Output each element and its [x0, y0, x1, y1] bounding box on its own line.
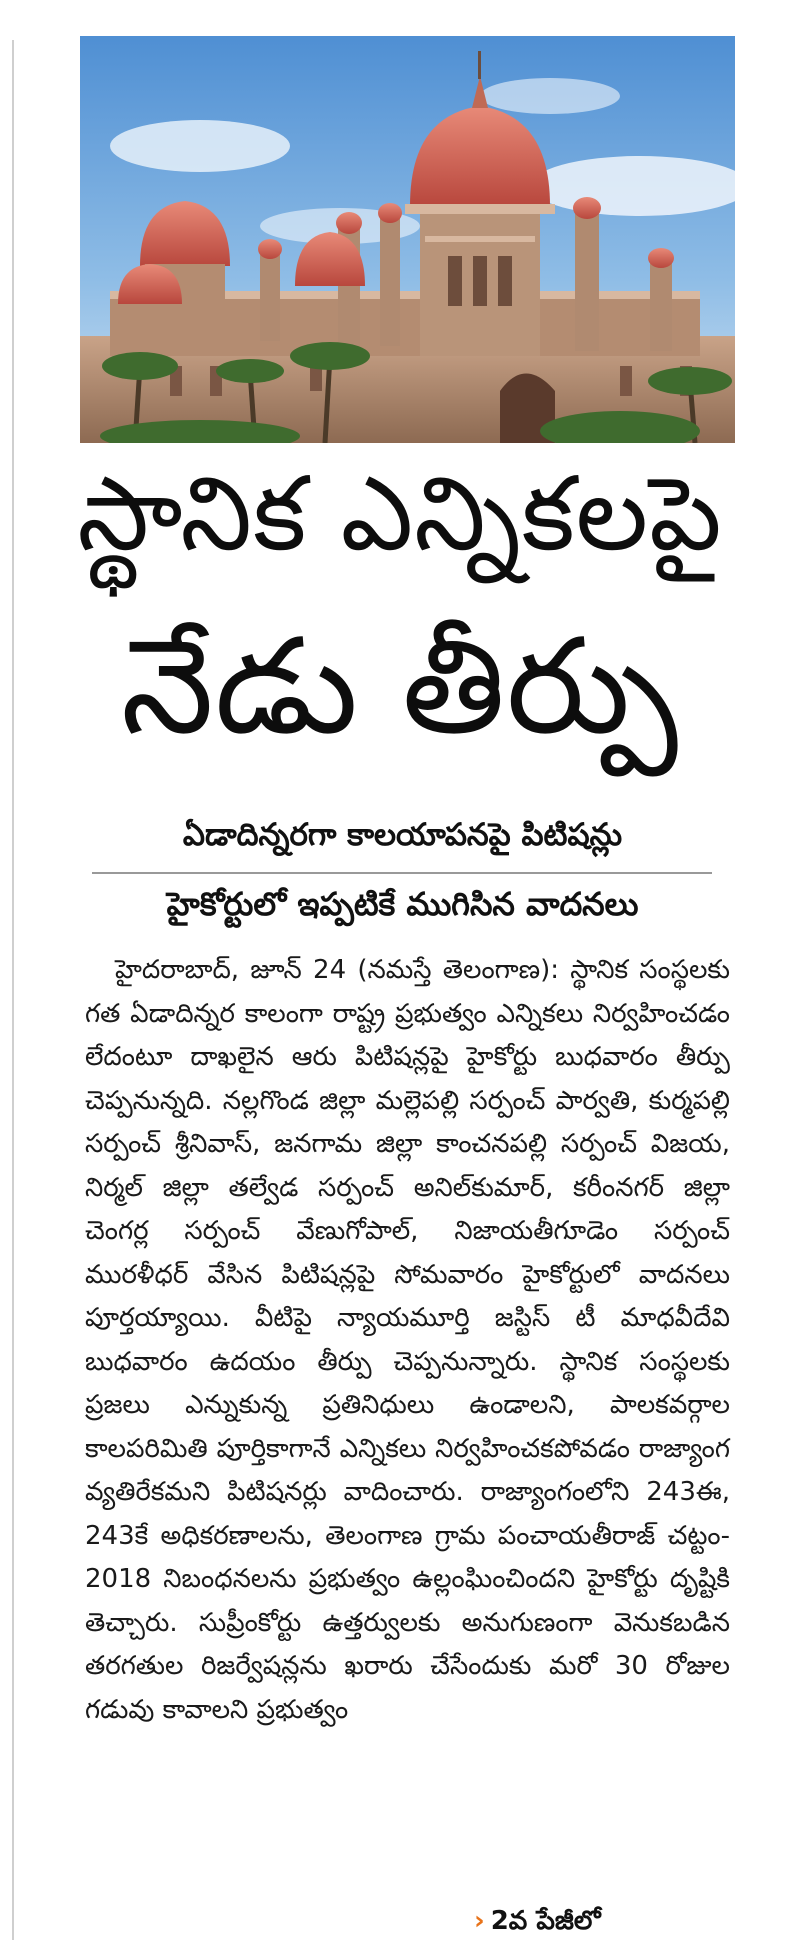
- subheadline-divider: [92, 872, 712, 874]
- subheadline-2: హైకోర్టులో ఇప్పటికే ముగిసిన వాదనలు: [166, 885, 639, 923]
- subheadline-1: ఏడాదిన్నరగా కాలయాపనపై పిటిషన్లు: [182, 817, 623, 853]
- continued-label: 2వ పేజీలో: [490, 1906, 601, 1936]
- headline-line-2: నేడు తీర్పు: [121, 610, 679, 764]
- high-court-illustration: [80, 36, 735, 443]
- continued-on-page-link[interactable]: [474, 1900, 601, 1943]
- headline-line-1: స్థానిక ఎన్నికలపై: [77, 455, 723, 574]
- chevron-right-icon: ›: [474, 1906, 485, 1936]
- article-body: [85, 949, 730, 1732]
- article-paragraph: హైదరాబాద్, జూన్ 24 (నమస్తే తెలంగాణ): స్థానిక సంస్థలకు గత ఏడాదిన్నర కాలంగా రాష్ట్ర ప్రభుత్వం ఎన్నికలు నిర్వహించడం లేదంటూ దాఖలైన ఆరు పిటిషన్లపై హైకోర్టు బుధవారం తీర్పు చెప్పనున్నది. నల్లగొండ జిల్లా మల్లెపల్లి సర్పంచ్ పార్వతి, కుర్మపల్లి సర్పంచ్ శ్రీనివాస్, జనగామ జిల్లా కాంచనపల్లి సర్పంచ్ విజయ, నిర్మల్ జిల్లా తల్వేడ సర్పంచ్ అనిల్‌కుమార్, కరీంనగర్ జిల్లా చెంగర్ల సర్పంచ్ వేణుగోపాల్, నిజాయతీగూడెం సర్పంచ్ మురళీధర్ వేసిన పిటిషన్లపై సోమవారం హైకోర్టులో వాదనలు పూర్తయ్యాయి. వీటిపై న్యాయమూర్తి జస్టిస్ టీ మాధవీదేవి బుధవారం ఉదయం తీర్పు చెప్పనున్నారు. స్థానిక సంస్థలకు ప్రజలు ఎన్నుకున్న ప్రతినిధులు ఉండాలని, పాలకవర్గాల కాలపరిమితి పూర్తికాగానే ఎన్నికలు నిర్వహించకపోవడం రాజ్యాంగ వ్యతిరేకమని పిటిషనర్లు వాదించారు. రాజ్యాంగంలోని 243ఈ, 243కే అధికరణాలను, తెలంగాణ గ్రామ పంచాయతీరాజ్ చట్టం- 2018 నిబంధనలను ప్రభుత్వం ఉల్లంఘించిందని హైకోర్టు దృష్టికి తెచ్చారు. సుప్రీంకోర్టు ఉత్తర్వులకు అనుగుణంగా వెనుకబడిన తరగతుల రిజర్వేషన్లను ఖరారు చేసేందుకు మరో 30 రోజుల గడువు కావాలని ప్రభుత్వం: [85, 955, 730, 1725]
- high-court-photo: [80, 36, 735, 443]
- column-rule: [12, 40, 14, 1940]
